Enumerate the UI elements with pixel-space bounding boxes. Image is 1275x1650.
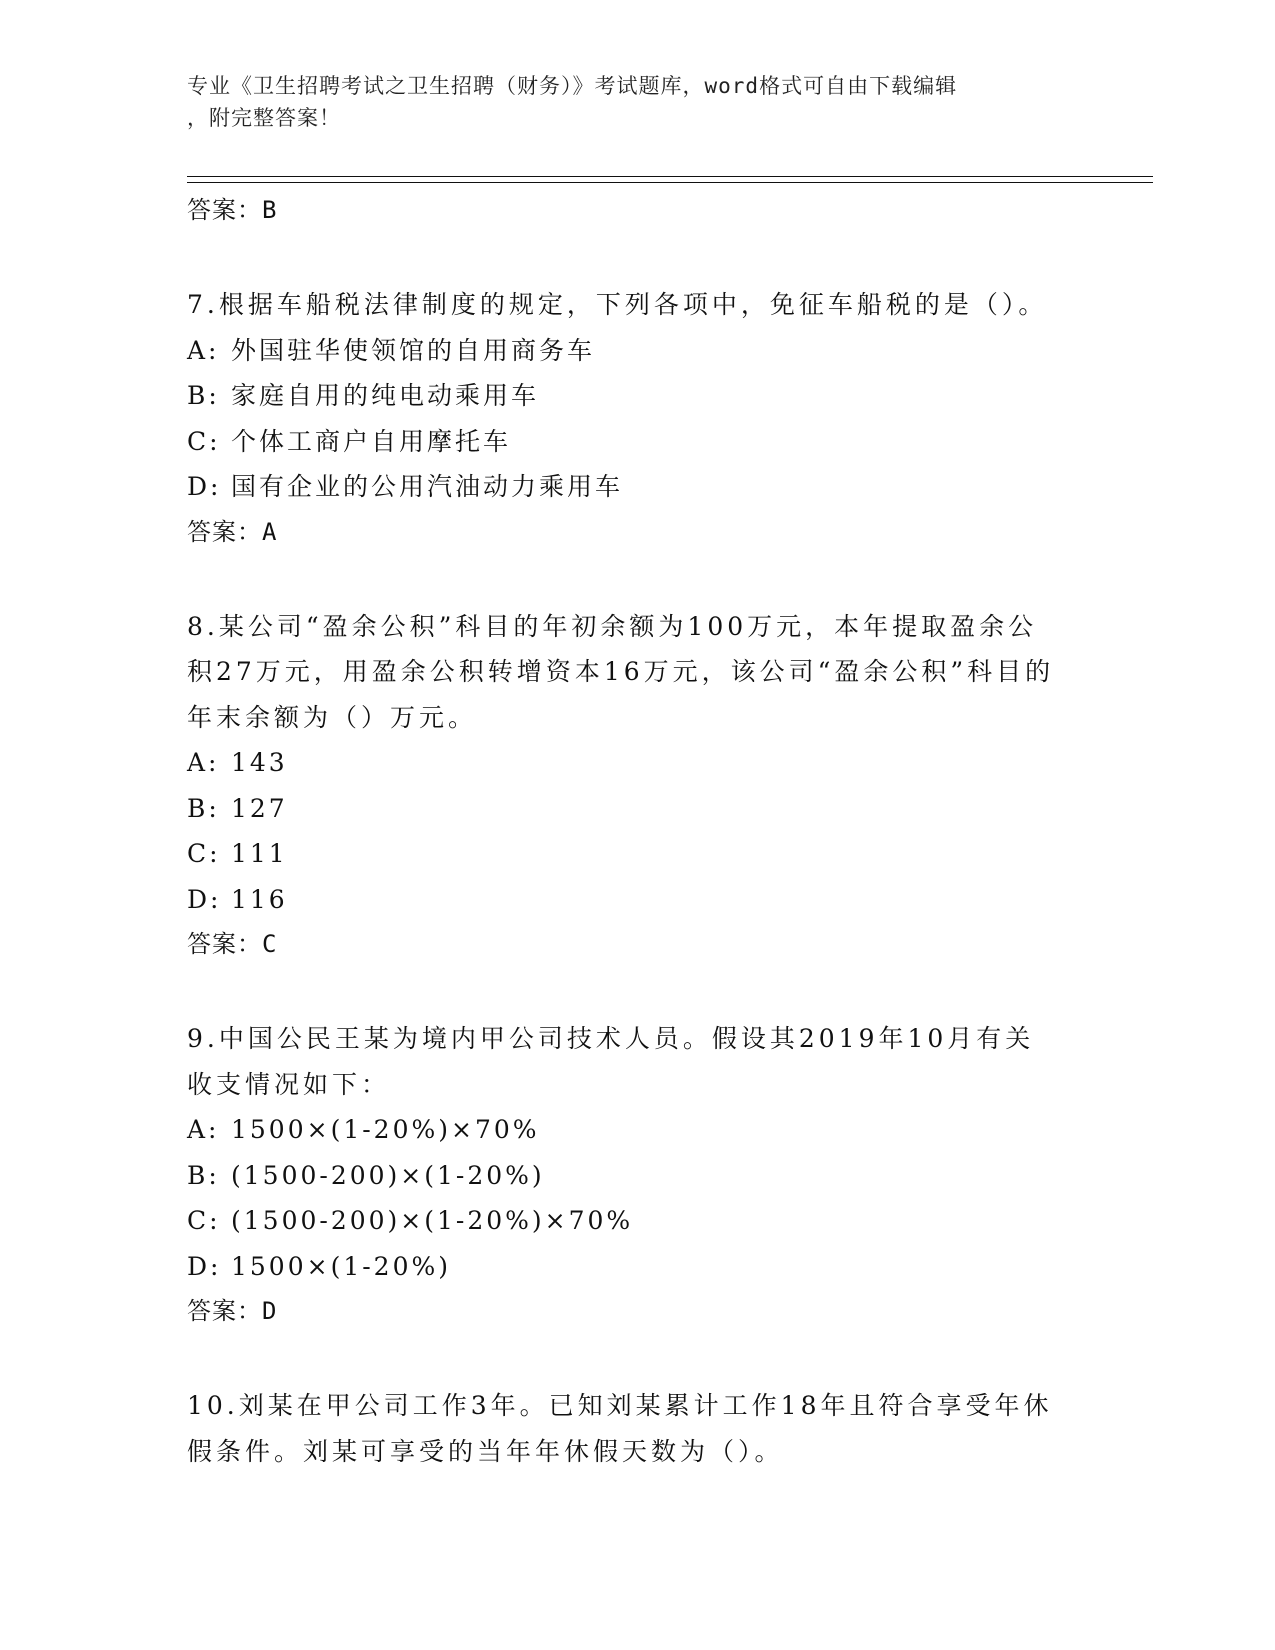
option-letter: D: (187, 472, 222, 501)
question-stem: 7.根据车船税法律制度的规定，下列各项中，免征车船税的是（）。 (187, 290, 1048, 319)
answer-label: 答案： (187, 517, 262, 546)
header-line-1: 专业《卫生招聘考试之卫生招聘（财务）》考试题库，word格式可自由下载编辑 (187, 74, 958, 98)
answer-label: 答案： (187, 1297, 262, 1325)
option-text: 外国驻华使领馆的自用商务车 (231, 335, 596, 365)
option-text: (1500-200)×(1-20%)×70% (231, 1206, 634, 1235)
option-text: 家庭自用的纯电动乘用车 (231, 381, 540, 410)
option-text: 1500×(1-20%) (231, 1251, 451, 1281)
option-a (187, 740, 1087, 786)
answer-value: B (262, 196, 278, 224)
option-letter: C: (187, 426, 221, 456)
header-rule-bottom (187, 182, 1153, 183)
option-text: 个体工商户自用摩托车 (231, 426, 512, 456)
question-list (187, 188, 1087, 1474)
option-b (187, 786, 1087, 832)
spacer (187, 1333, 1087, 1383)
option-text: 1500×(1-20%)×70% (231, 1115, 540, 1144)
option-d (187, 877, 1087, 923)
option-text: 国有企业的公用汽油动力乘用车 (231, 472, 624, 501)
option-a (187, 1107, 1087, 1153)
answer-line (187, 510, 1087, 554)
answer-label: 答案： (187, 196, 262, 224)
answer-line (187, 188, 1087, 232)
option-b (187, 373, 1087, 419)
option-letter: C: (187, 1206, 221, 1235)
answer-line (187, 1289, 1087, 1333)
option-letter: D: (187, 1251, 222, 1281)
answer-value: C (262, 930, 278, 958)
option-text: 143 (231, 748, 288, 777)
option-c (187, 419, 1087, 465)
option-letter: B: (187, 793, 220, 823)
option-letter: D: (187, 884, 222, 914)
spacer (187, 554, 1087, 604)
option-letter: C: (187, 839, 221, 868)
spacer (187, 232, 1087, 282)
question-stem: 9.中国公民王某为境内甲公司技术人员。假设其2019年10月有关收支情况如下： (187, 1024, 1035, 1099)
option-b (187, 1153, 1087, 1199)
option-letter: A: (187, 335, 220, 365)
option-letter: A: (187, 748, 220, 777)
option-d (187, 1244, 1087, 1290)
option-a (187, 328, 1087, 374)
option-text: 127 (231, 793, 288, 823)
answer-value: D (262, 1297, 278, 1325)
option-letter: A: (187, 1115, 220, 1144)
spacer (187, 966, 1087, 1016)
answer-value: A (262, 517, 278, 546)
option-text: 116 (231, 884, 288, 914)
document-header (187, 70, 1067, 134)
option-letter: B: (187, 1160, 220, 1190)
question-stem: 8.某公司“盈余公积”科目的年初余额为100万元，本年提取盈余公积27万元，用盈余公积转增资本16万元，该公司“盈余公积”科目的年末余额为（）万元。 (187, 611, 1055, 732)
option-c (187, 1198, 1087, 1244)
answer-label: 答案： (187, 930, 262, 958)
option-text: (1500-200)×(1-20%) (231, 1160, 545, 1190)
option-letter: B: (187, 381, 220, 410)
question-stem: 10.刘某在甲公司工作3年。已知刘某累计工作18年且符合享受年休假条件。刘某可享受的当年年休假天数为（）。 (187, 1391, 1053, 1466)
header-line-2: ，附完整答案！ (187, 106, 341, 130)
option-text: 111 (231, 839, 288, 868)
option-c (187, 831, 1087, 877)
answer-line (187, 922, 1087, 966)
option-d (187, 464, 1087, 510)
header-rule-top (187, 176, 1153, 177)
